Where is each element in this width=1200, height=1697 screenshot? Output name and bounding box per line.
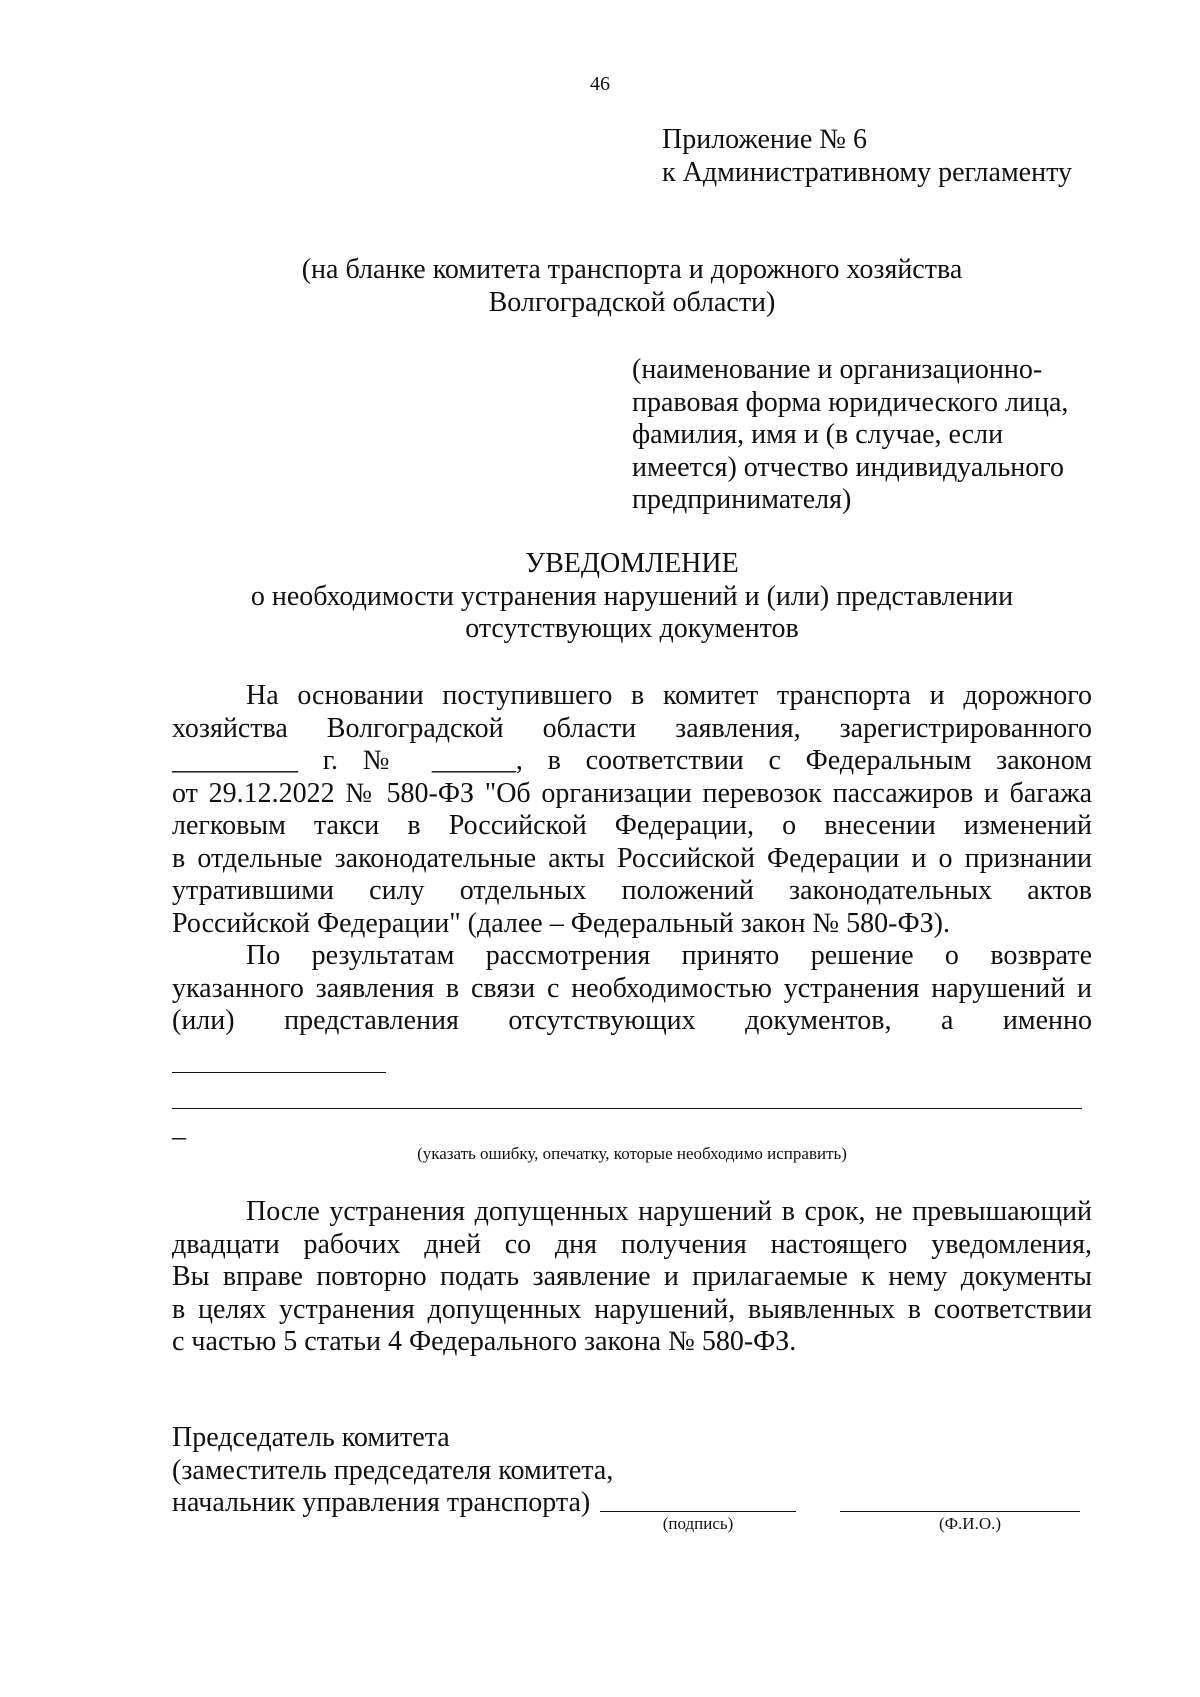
paragraph-line: указанного заявления в связи с необходимостью устранения нарушений и: [172, 972, 1092, 1004]
addressee-block: [632, 354, 1068, 517]
signature-caption: (подпись): [662, 1514, 734, 1533]
paragraph-basis: [172, 680, 1092, 940]
signatory-line: Председатель комитета: [172, 1422, 450, 1453]
letterhead-note-line: (на бланке комитета транспорта и дорожного хозяйства: [301, 254, 963, 285]
fill-in-caption: (указать ошибку, опечатку, которые необходимо исправить): [417, 1144, 847, 1163]
appendix-regulation: к Административному регламенту: [662, 156, 1072, 188]
paragraph-line: На основании поступившего в комитет транспорта и дорожного: [246, 680, 1092, 711]
paragraph-line: от 29.12.2022 № 580-ФЗ "Об организации перевозок пассажиров и багажа: [172, 777, 1092, 809]
addressee-line: предпринимателя): [632, 484, 852, 515]
paragraph-line: в целях устранения допущенных нарушений, выявленных в соответствии: [172, 1293, 1092, 1325]
addressee-line: имеется) отчество индивидуального: [632, 451, 1065, 483]
signatory-line: (заместитель председателя комитета,: [172, 1454, 614, 1486]
signatory-line: начальник управления транспорта): [172, 1487, 591, 1518]
fill-in-dash: _: [172, 1112, 186, 1143]
paragraph-line: (или) представления отсутствующих документов, а именно: [172, 1005, 1092, 1036]
fill-in-line-short: [172, 1072, 386, 1073]
appendix-number: Приложение № 6: [662, 124, 867, 155]
addressee-line: фамилия, имя и (в случае, если: [632, 419, 1004, 450]
fill-in-line-long: [172, 1108, 1082, 1109]
name-line: [840, 1511, 1080, 1512]
paragraph-line: в отдельные законодательные акты Российской Федерации и о признании: [172, 842, 1092, 874]
paragraph-resubmission: [172, 1196, 1092, 1359]
addressee-line: (наименование и организационно-: [632, 354, 1043, 385]
title-subtitle: о необходимости устранения нарушений и (или) представлении: [250, 580, 1014, 612]
page-number: 46: [590, 73, 610, 95]
signature-line: [600, 1511, 796, 1512]
paragraph-line: хозяйства Волгоградской области заявления, зарегистрированного: [172, 712, 1092, 744]
title-heading: УВЕДОМЛЕНИЕ: [525, 548, 739, 579]
letterhead-note-line: Волгоградской области): [488, 286, 776, 318]
paragraph-line: с частью 5 статьи 4 Федерального закона № 580-ФЗ.: [172, 1326, 797, 1357]
name-caption: (Ф.И.О.): [938, 1514, 1002, 1533]
paragraph-line: _________ г. № ______, в соответствии с Федеральным законом: [172, 745, 1092, 776]
signatory-title: [172, 1422, 613, 1520]
addressee-line: правовая форма юридического лица,: [632, 386, 1069, 418]
paragraph-line: легковым такси в Российской Федерации, о внесении изменений: [172, 810, 1092, 841]
letterhead-note: [150, 254, 1114, 319]
paragraph-line: По результатам рассмотрения принято решение о возврате: [246, 940, 1092, 971]
paragraph-line: двадцати рабочих дней со дня получения настоящего уведомления,: [172, 1228, 1092, 1260]
document-title: [150, 548, 1114, 646]
appendix-reference: [662, 124, 1072, 189]
paragraph-line: После устранения допущенных нарушений в срок, не превышающий: [246, 1196, 1092, 1227]
title-subtitle: отсутствующих документов: [465, 613, 799, 644]
paragraph-line: утратившими силу отдельных положений законодательных актов: [172, 875, 1092, 906]
paragraph-decision: [172, 940, 1092, 1038]
paragraph-line: Вы вправе повторно подать заявление и прилагаемые к нему документы: [172, 1261, 1092, 1292]
paragraph-line: Российской Федерации" (далее – Федеральный закон № 580-ФЗ).: [172, 907, 950, 939]
